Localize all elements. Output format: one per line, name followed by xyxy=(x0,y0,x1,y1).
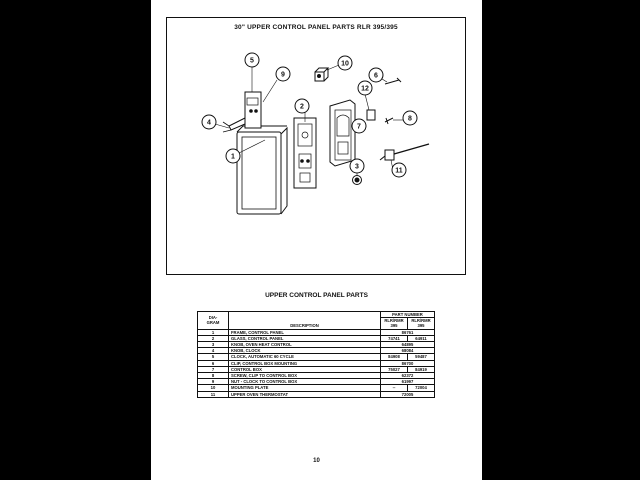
row-diagram-number: 10 xyxy=(198,385,229,391)
row-description: KNOB, OVEN HEAT CONTROL xyxy=(229,342,381,348)
exploded-parts-diagram xyxy=(167,18,467,276)
row-diagram-number: 8 xyxy=(198,373,229,379)
col-model-a-header: RLR/RMR 395 xyxy=(381,318,408,329)
row-part-number: 68084 xyxy=(381,348,435,354)
control-box-drawing xyxy=(330,100,355,166)
row-description: SCREW, CLIP TO CONTROL BOX xyxy=(229,373,381,379)
row-description: GLASS, CONTROL PANEL xyxy=(229,335,381,341)
svg-text:3: 3 xyxy=(355,163,359,171)
row-part-number-a: 75027 xyxy=(381,366,408,372)
row-part-number-a: 84908 xyxy=(381,354,408,360)
row-diagram-number: 2 xyxy=(198,335,229,341)
row-part-number-a: -- xyxy=(381,385,408,391)
control-panel-frame-drawing xyxy=(237,126,287,214)
row-description: KNOB, CLOCK xyxy=(229,348,381,354)
row-description: CLIP, CONTROL BOX MOUNTING xyxy=(229,360,381,366)
col-diagram-header: DIA- GRAM xyxy=(198,312,229,330)
svg-text:11: 11 xyxy=(395,167,403,175)
row-diagram-number: 1 xyxy=(198,329,229,335)
col-description-header: DESCRIPTION xyxy=(229,312,381,330)
svg-text:7: 7 xyxy=(357,123,361,131)
row-part-number-b: 72004 xyxy=(408,385,435,391)
row-part-number-b: 84919 xyxy=(408,366,435,372)
callout-2 xyxy=(295,99,309,113)
parts-sheet xyxy=(151,0,482,480)
svg-text:12: 12 xyxy=(361,85,369,93)
diagram-frame xyxy=(166,17,466,275)
row-description: CLOCK, AUTOMATIC 60 CYCLE xyxy=(229,354,381,360)
screw-drawing xyxy=(385,118,393,124)
page-number: 10 xyxy=(313,458,320,464)
table-row xyxy=(198,391,435,397)
control-panel-glass-drawing xyxy=(294,118,316,188)
svg-text:1: 1 xyxy=(231,153,235,161)
callout-10 xyxy=(338,56,352,70)
thermostat-drawing xyxy=(380,144,429,160)
row-part-number-a: 74741 xyxy=(381,335,408,341)
callout-3 xyxy=(350,159,364,173)
row-diagram-number: 3 xyxy=(198,342,229,348)
svg-text:2: 2 xyxy=(300,103,304,111)
mounting-clip-drawing xyxy=(385,78,401,84)
svg-text:4: 4 xyxy=(207,119,211,127)
callout-8 xyxy=(403,111,417,125)
callout-9 xyxy=(276,67,290,81)
row-part-number: 61997 xyxy=(381,379,435,385)
row-diagram-number: 7 xyxy=(198,366,229,372)
row-part-number: 72005 xyxy=(381,391,435,397)
row-diagram-number: 6 xyxy=(198,360,229,366)
callout-4 xyxy=(202,115,216,129)
svg-text:9: 9 xyxy=(281,71,285,79)
svg-text:10: 10 xyxy=(341,60,349,68)
row-diagram-number: 11 xyxy=(198,391,229,397)
row-diagram-number: 5 xyxy=(198,354,229,360)
page-title: 30" UPPER CONTROL PANEL PARTS RLR 395/395 xyxy=(234,24,398,31)
part-number-header: PART NUMBER xyxy=(381,312,435,318)
small-part-drawing xyxy=(367,110,375,120)
parts-table xyxy=(197,311,435,398)
row-description: FRAME, CONTROL PANEL xyxy=(229,329,381,335)
callout-6 xyxy=(369,68,383,82)
row-part-number: 86761 xyxy=(381,329,435,335)
callout-11 xyxy=(392,163,406,177)
row-part-number: 64895 xyxy=(381,342,435,348)
svg-text:5: 5 xyxy=(250,57,254,65)
row-part-number: 86700 xyxy=(381,360,435,366)
row-part-number: 62372 xyxy=(381,373,435,379)
callout-1 xyxy=(226,149,240,163)
callout-7 xyxy=(352,119,366,133)
callout-12 xyxy=(358,81,372,95)
row-description: CONTROL BOX xyxy=(229,366,381,372)
svg-text:8: 8 xyxy=(408,115,412,123)
callout-5 xyxy=(245,53,259,67)
col-model-b-header: RLR/RMR 395 xyxy=(408,318,435,329)
row-description: NUT - CLOCK TO CONTROL BOX xyxy=(229,379,381,385)
row-description: UPPER OVEN THERMOSTAT xyxy=(229,391,381,397)
row-description: MOUNTING PLATE xyxy=(229,385,381,391)
mounting-plate-drawing xyxy=(315,68,328,81)
section-title: UPPER CONTROL PANEL PARTS xyxy=(265,292,368,299)
clock-drawing xyxy=(223,92,261,132)
svg-text:6: 6 xyxy=(374,72,378,80)
row-diagram-number: 4 xyxy=(198,348,229,354)
row-part-number-b: 64911 xyxy=(408,335,435,341)
parts-table-body xyxy=(198,329,435,397)
row-part-number-b: 59487 xyxy=(408,354,435,360)
row-diagram-number: 9 xyxy=(198,379,229,385)
